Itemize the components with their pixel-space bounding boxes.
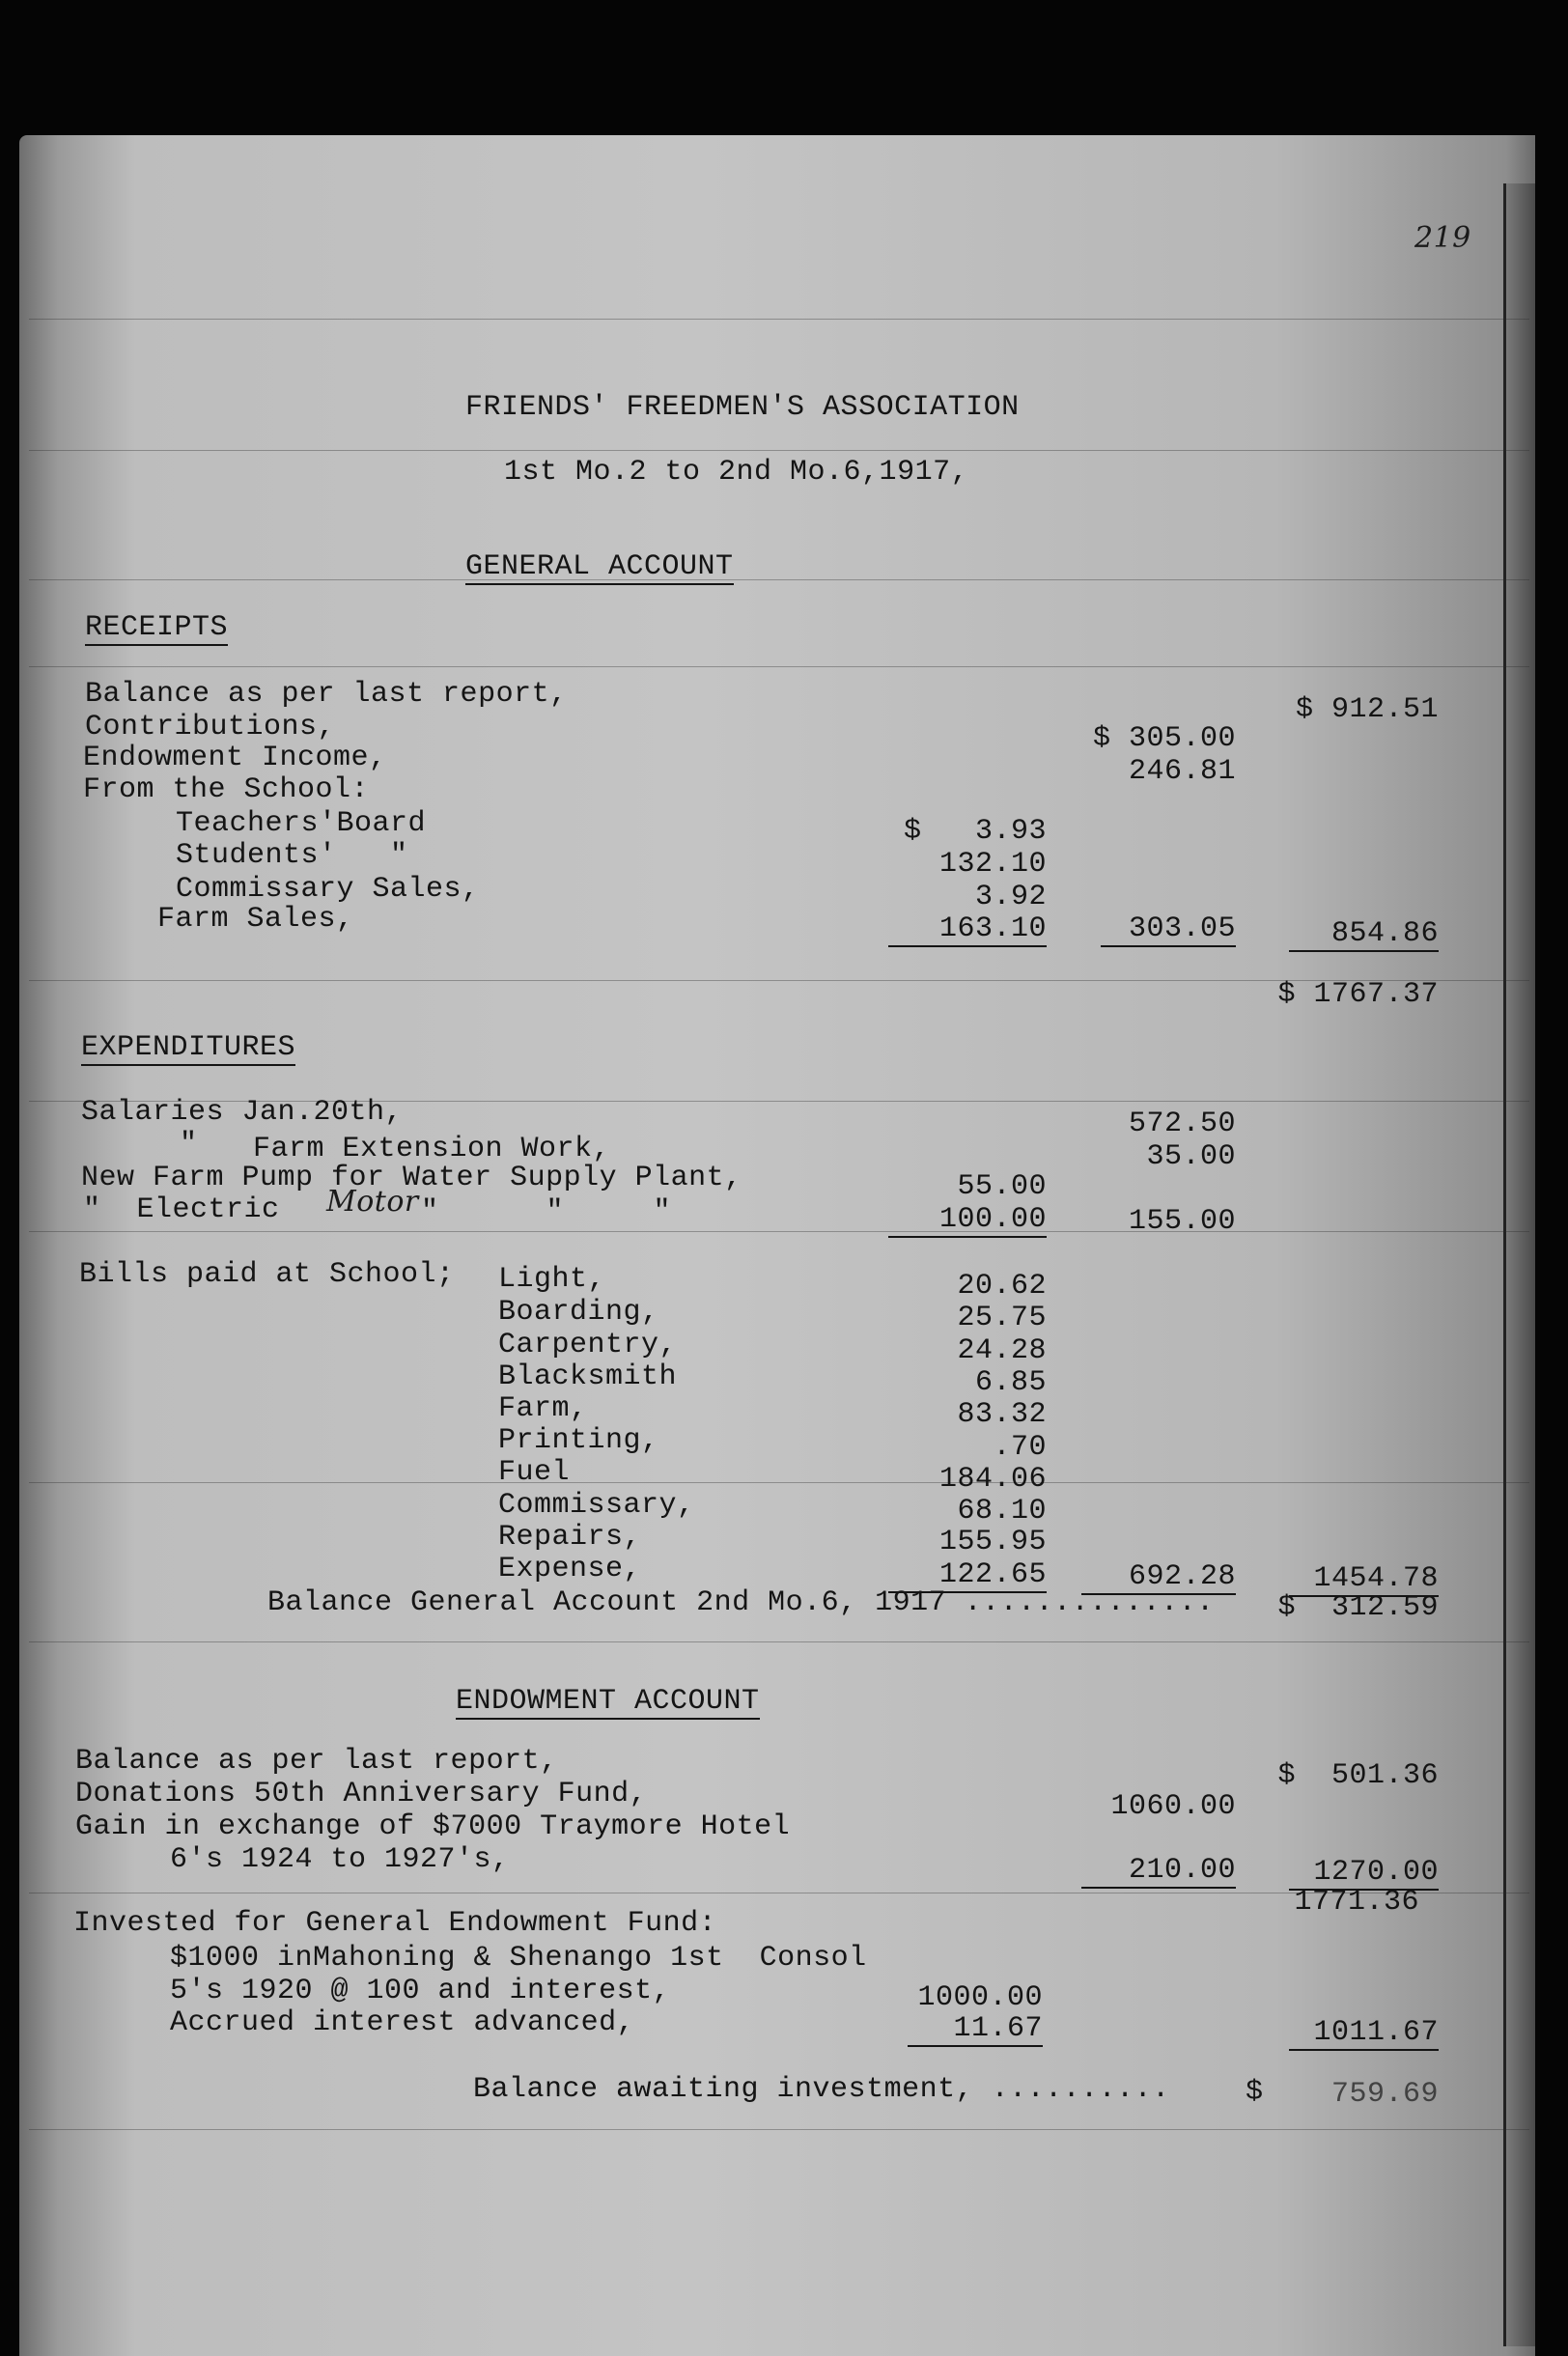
bill-item-label: Farm,	[498, 1392, 588, 1425]
bill-item-value: 83.32	[957, 1398, 1047, 1431]
salaries-value: 572.50	[1128, 1108, 1236, 1140]
endowment-gain-subtotal: 1270.00	[1289, 1856, 1439, 1891]
bond-value: 1000.00	[917, 1981, 1043, 2014]
sheet-right-edge	[1503, 183, 1535, 2346]
students-board-value: 132.10	[938, 848, 1047, 881]
farm-extension-label: Farm Extension Work,	[253, 1133, 611, 1165]
bill-item-value: 6.85	[974, 1366, 1047, 1399]
bill-item-value: 184.06	[938, 1463, 1047, 1496]
electric-motor-dittos: " " "	[421, 1195, 672, 1228]
electric-motor-value: 100.00	[888, 1203, 1047, 1238]
ruled-line	[29, 319, 1529, 320]
bill-item-value: 68.10	[957, 1495, 1047, 1528]
invested-total: 1011.67	[1289, 2016, 1439, 2051]
farm-extension-value: 35.00	[1146, 1140, 1236, 1173]
electric-motor-handwritten: Motor	[326, 1185, 419, 1219]
bill-item-value: 122.65	[888, 1558, 1047, 1593]
bill-item-label: Carpentry,	[498, 1329, 678, 1361]
ruled-line	[29, 666, 1529, 667]
receipts-grand-total: $ 1767.37	[1277, 978, 1439, 1011]
farm-pump-value: 55.00	[957, 1170, 1047, 1203]
bill-item-label: Printing,	[498, 1424, 659, 1457]
endowment-account-heading: ENDOWMENT ACCOUNT	[456, 1685, 760, 1718]
receipts-balance-total: $ 912.51	[1295, 693, 1439, 726]
general-balance-label: Balance General Account 2nd Mo.6, 1917 ..............	[267, 1586, 1215, 1619]
bill-item-value: 25.75	[957, 1302, 1047, 1334]
expenditures-total: 1454.78	[1289, 1562, 1439, 1597]
bill-item-value: 24.28	[957, 1334, 1047, 1367]
endowment-balance-value: $ 501.36	[1277, 1759, 1439, 1792]
awaiting-investment-label: Balance awaiting investment, ..........	[473, 2073, 1170, 2106]
endowment-income-label: Endowment Income,	[83, 742, 387, 774]
endowment-total: 1771.36	[1294, 1886, 1419, 1919]
farm-extension-ditto: "	[180, 1128, 198, 1161]
equipment-subtotal: 155.00	[1128, 1205, 1236, 1238]
salaries-label: Salaries Jan.20th,	[81, 1096, 404, 1129]
bill-item-value: 20.62	[957, 1270, 1047, 1303]
bill-item-label: Expense,	[498, 1553, 642, 1585]
receipts-heading: RECEIPTS	[85, 611, 229, 644]
invested-label: Invested for General Endowment Fund:	[73, 1907, 717, 1940]
from-school-label: From the School:	[83, 773, 370, 806]
general-balance-value: $ 312.59	[1277, 1591, 1439, 1624]
donations-value: 1060.00	[1110, 1790, 1236, 1823]
ruled-line	[29, 1482, 1529, 1483]
ruled-line	[29, 579, 1529, 580]
bill-item-label: Light,	[498, 1263, 606, 1296]
bill-item-value: .70	[993, 1431, 1047, 1464]
organization-title: FRIENDS' FREEDMEN'S ASSOCIATION	[465, 391, 1020, 424]
bill-item-label: Commissary,	[498, 1489, 695, 1522]
page-number: 219	[1414, 221, 1471, 255]
commissary-sales-value: 3.92	[974, 881, 1047, 913]
teachers-board-value: $ 3.93	[903, 815, 1047, 848]
donations-label: Donations 50th Anniversary Fund,	[75, 1778, 648, 1810]
awaiting-investment-currency: $	[1246, 2076, 1264, 2109]
bond-label: $1000 inMahoning & Shenango 1st Consol	[170, 1942, 867, 1975]
bills-subtotal: 692.28	[1081, 1560, 1236, 1595]
students-board-label: Students' "	[176, 839, 408, 872]
ruled-line	[29, 2129, 1529, 2130]
teachers-board-label: Teachers'Board	[176, 807, 427, 840]
gain-exchange-label: Gain in exchange of $7000 Traymore Hotel	[75, 1810, 791, 1843]
farm-pump-label: New Farm Pump for Water Supply Plant,	[81, 1162, 742, 1194]
bill-item-value: 155.95	[938, 1526, 1047, 1558]
gain-exchange-label-cont: 6's 1924 to 1927's,	[170, 1843, 510, 1876]
report-period: 1st Mo.2 to 2nd Mo.6,1917,	[504, 456, 969, 489]
bond-label-cont: 5's 1920 @ 100 and interest,	[170, 1975, 671, 2007]
farm-sales-value: 163.10	[888, 912, 1047, 947]
endowment-balance-label: Balance as per last report,	[75, 1745, 558, 1778]
bill-item-label: Boarding,	[498, 1296, 659, 1329]
school-subtotal: 303.05	[1101, 912, 1236, 947]
gain-exchange-value: 210.00	[1081, 1854, 1236, 1889]
commissary-sales-label: Commissary Sales,	[176, 873, 480, 906]
receipts-balance-label: Balance as per last report,	[85, 678, 568, 711]
bill-item-label: Blacksmith	[498, 1360, 678, 1393]
endowment-income-value: 246.81	[1128, 755, 1236, 788]
accrued-interest-value: 11.67	[908, 2012, 1043, 2047]
general-account-heading: GENERAL ACCOUNT	[465, 550, 734, 583]
ruled-line	[29, 450, 1529, 451]
expenditures-heading: EXPENDITURES	[81, 1031, 296, 1064]
bills-paid-label: Bills paid at School;	[79, 1258, 455, 1291]
accrued-interest-label: Accrued interest advanced,	[170, 2006, 635, 2039]
bill-item-label: Repairs,	[498, 1521, 642, 1554]
bill-item-label: Fuel	[498, 1456, 571, 1489]
contributions-value: $ 305.00	[1092, 722, 1236, 755]
farm-sales-label: Farm Sales,	[157, 903, 354, 936]
ruled-line	[29, 1231, 1529, 1232]
awaiting-investment-value: 759.69	[1330, 2078, 1439, 2111]
receipts-subtotal: 854.86	[1289, 917, 1439, 952]
electric-motor-label: " Electric	[83, 1193, 280, 1226]
ruled-line	[29, 1641, 1529, 1642]
contributions-label: Contributions,	[85, 711, 336, 743]
